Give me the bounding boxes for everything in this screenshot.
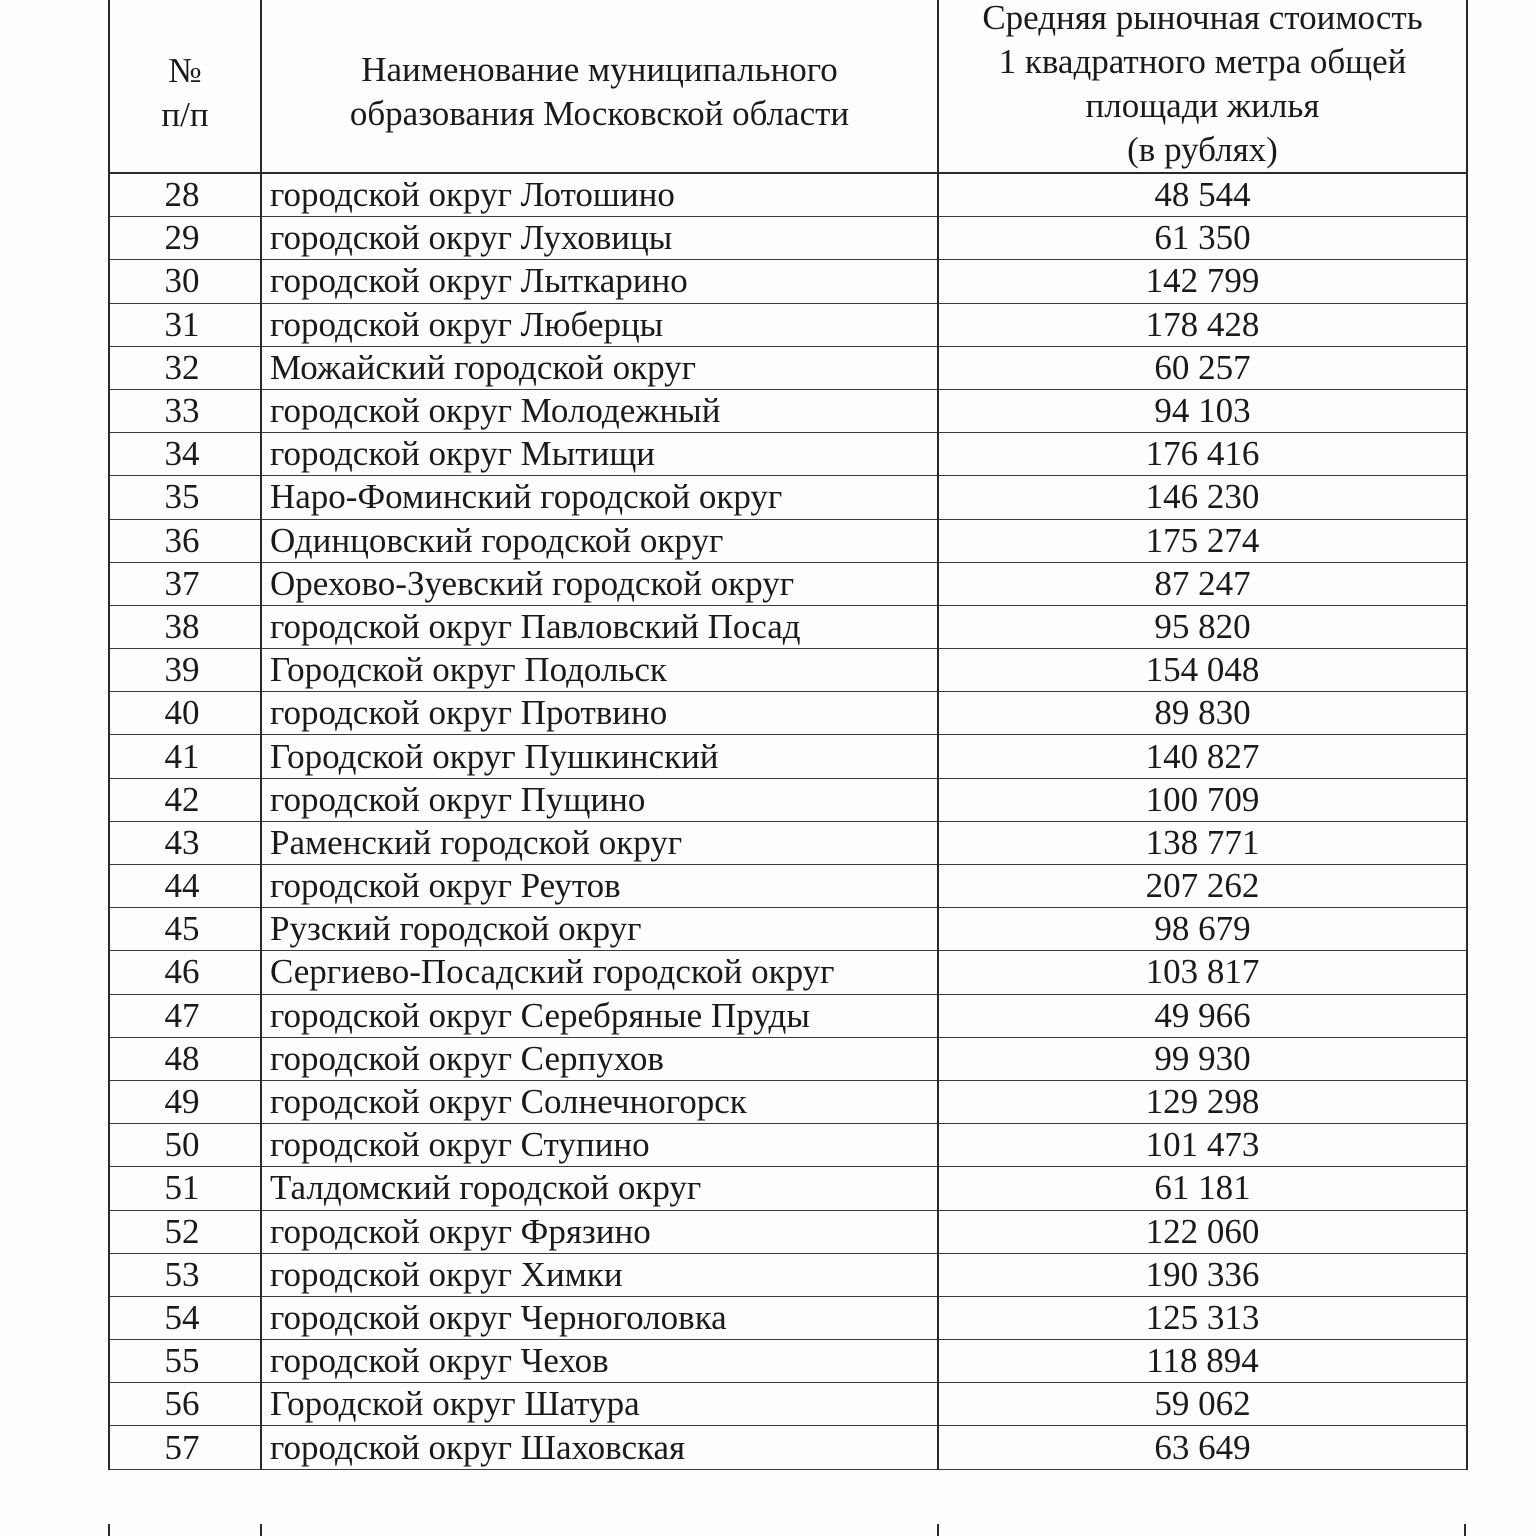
row-number: 41	[109, 735, 261, 778]
row-number: 44	[109, 865, 261, 908]
table-row	[109, 1210, 1467, 1253]
row-number: 31	[109, 303, 261, 346]
price-value: 98 679	[938, 908, 1467, 951]
municipality-name: городской округ Молодежный	[261, 389, 938, 432]
price-value: 100 709	[938, 778, 1467, 821]
table-row	[109, 821, 1467, 864]
row-number: 34	[109, 433, 261, 476]
municipality-name: городской округ Павловский Посад	[261, 605, 938, 648]
table-row	[109, 476, 1467, 519]
table-row	[109, 303, 1467, 346]
row-number: 38	[109, 605, 261, 648]
table-row	[109, 260, 1467, 303]
price-value: 118 894	[938, 1340, 1467, 1383]
table-row	[109, 1080, 1467, 1123]
price-value: 94 103	[938, 389, 1467, 432]
table-row	[109, 1253, 1467, 1296]
price-value: 61 181	[938, 1167, 1467, 1210]
municipality-name: городской округ Серебряные Пруды	[261, 994, 938, 1037]
municipality-name: Раменский городской округ	[261, 821, 938, 864]
price-value: 103 817	[938, 951, 1467, 994]
price-value: 178 428	[938, 303, 1467, 346]
municipality-name: Городской округ Пушкинский	[261, 735, 938, 778]
table-row	[109, 389, 1467, 432]
table-row	[109, 605, 1467, 648]
row-number: 48	[109, 1037, 261, 1080]
row-number: 40	[109, 692, 261, 735]
row-number: 36	[109, 519, 261, 562]
municipality-name: городской округ Серпухов	[261, 1037, 938, 1080]
row-number: 55	[109, 1340, 261, 1383]
row-number: 57	[109, 1426, 261, 1469]
row-number: 37	[109, 562, 261, 605]
row-number: 35	[109, 476, 261, 519]
table-row	[109, 519, 1467, 562]
price-value: 207 262	[938, 865, 1467, 908]
price-value: 175 274	[938, 519, 1467, 562]
price-value: 101 473	[938, 1124, 1467, 1167]
column-divider	[937, 1524, 939, 1536]
price-value: 140 827	[938, 735, 1467, 778]
price-value: 142 799	[938, 260, 1467, 303]
municipality-name: городской округ Люберцы	[261, 303, 938, 346]
price-value: 176 416	[938, 433, 1467, 476]
row-number: 50	[109, 1124, 261, 1167]
table-row	[109, 562, 1467, 605]
municipality-name: Рузский городской округ	[261, 908, 938, 951]
row-number: 32	[109, 346, 261, 389]
row-number: 54	[109, 1296, 261, 1339]
table-row	[109, 1383, 1467, 1426]
table-row	[109, 778, 1467, 821]
table-row	[109, 1167, 1467, 1210]
price-value: 61 350	[938, 217, 1467, 260]
table-row	[109, 1037, 1467, 1080]
row-number: 29	[109, 217, 261, 260]
municipality-name: городской округ Реутов	[261, 865, 938, 908]
municipality-name: Орехово-Зуевский городской округ	[261, 562, 938, 605]
table-row	[109, 865, 1467, 908]
municipality-name: Талдомский городской округ	[261, 1167, 938, 1210]
price-value: 48 544	[938, 173, 1467, 217]
table-row	[109, 951, 1467, 994]
table-body	[109, 173, 1467, 1469]
municipality-name: городской округ Протвино	[261, 692, 938, 735]
header-price-line: площади жилья	[1085, 86, 1320, 125]
table-header	[109, 0, 1467, 173]
table-row	[109, 433, 1467, 476]
table-row	[109, 1340, 1467, 1383]
row-number: 43	[109, 821, 261, 864]
column-divider	[1464, 1524, 1466, 1536]
table-row	[109, 735, 1467, 778]
row-number: 39	[109, 649, 261, 692]
price-value: 49 966	[938, 994, 1467, 1037]
municipality-name: Можайский городской округ	[261, 346, 938, 389]
table-row	[109, 649, 1467, 692]
row-number: 52	[109, 1210, 261, 1253]
municipality-name: Сергиево-Посадский городской округ	[261, 951, 938, 994]
table-row	[109, 1124, 1467, 1167]
price-value: 190 336	[938, 1253, 1467, 1296]
price-value: 122 060	[938, 1210, 1467, 1253]
header-municipality-line: образования Московской области	[349, 94, 850, 133]
row-number: 47	[109, 994, 261, 1037]
header-number-line: п/п	[161, 95, 209, 134]
municipality-name: городской округ Лотошино	[261, 173, 938, 217]
row-number: 42	[109, 778, 261, 821]
municipality-name: городской округ Фрязино	[261, 1210, 938, 1253]
row-number: 45	[109, 908, 261, 951]
table-row	[109, 173, 1467, 217]
price-value: 63 649	[938, 1426, 1467, 1469]
municipality-name: Наро-Фоминский городской округ	[261, 476, 938, 519]
row-number: 46	[109, 951, 261, 994]
header-price	[938, 0, 1467, 173]
municipality-name: городской округ Черноголовка	[261, 1296, 938, 1339]
municipality-name: городской округ Солнечногорск	[261, 1080, 938, 1123]
header-price-line: (в рублях)	[1127, 130, 1278, 169]
municipality-name: городской округ Лыткарино	[261, 260, 938, 303]
table-row	[109, 908, 1467, 951]
table-row	[109, 692, 1467, 735]
municipality-name: городской округ Пущино	[261, 778, 938, 821]
municipality-name: Одинцовский городской округ	[261, 519, 938, 562]
row-number: 51	[109, 1167, 261, 1210]
table-row	[109, 1426, 1467, 1469]
price-value: 95 820	[938, 605, 1467, 648]
price-value: 146 230	[938, 476, 1467, 519]
municipality-name: Городской округ Шатура	[261, 1383, 938, 1426]
table-continuation	[108, 1524, 1466, 1536]
municipality-name: Городской округ Подольск	[261, 649, 938, 692]
header-municipality-line: Наименование муниципального	[361, 50, 838, 89]
row-number: 53	[109, 1253, 261, 1296]
municipality-name: городской округ Химки	[261, 1253, 938, 1296]
price-value: 89 830	[938, 692, 1467, 735]
row-number: 28	[109, 173, 261, 217]
header-price-line: Средняя рыночная стоимость	[982, 0, 1423, 37]
table-row	[109, 346, 1467, 389]
header-row	[109, 0, 1467, 173]
header-number-line: №	[168, 51, 202, 90]
column-divider	[260, 1524, 262, 1536]
header-number	[109, 0, 261, 173]
table-row	[109, 994, 1467, 1037]
price-value: 125 313	[938, 1296, 1467, 1339]
municipality-name: городской округ Мытищи	[261, 433, 938, 476]
price-value: 138 771	[938, 821, 1467, 864]
price-value: 129 298	[938, 1080, 1467, 1123]
header-municipality	[261, 0, 938, 173]
municipality-name: городской округ Чехов	[261, 1340, 938, 1383]
table-row	[109, 217, 1467, 260]
price-value: 87 247	[938, 562, 1467, 605]
row-number: 49	[109, 1080, 261, 1123]
row-number: 56	[109, 1383, 261, 1426]
row-number: 33	[109, 389, 261, 432]
municipality-name: городской округ Шаховская	[261, 1426, 938, 1469]
table-row	[109, 1296, 1467, 1339]
price-value: 99 930	[938, 1037, 1467, 1080]
municipality-name: городской округ Ступино	[261, 1124, 938, 1167]
price-value: 59 062	[938, 1383, 1467, 1426]
header-price-line: 1 квадратного метра общей	[998, 42, 1407, 81]
price-value: 154 048	[938, 649, 1467, 692]
price-table	[108, 0, 1468, 1470]
municipality-name: городской округ Луховицы	[261, 217, 938, 260]
row-number: 30	[109, 260, 261, 303]
price-value: 60 257	[938, 346, 1467, 389]
